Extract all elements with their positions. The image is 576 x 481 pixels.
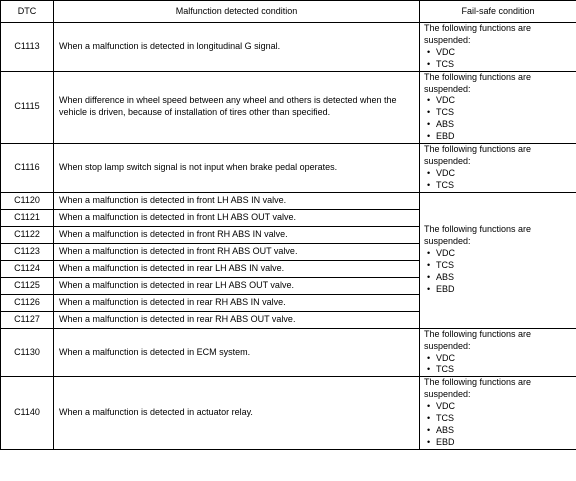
malfunction-condition: When a malfunction is detected in front RH ABS OUT valve. bbox=[54, 243, 420, 260]
fail-safe-condition bbox=[420, 377, 576, 449]
bullet-icon: • bbox=[427, 179, 431, 190]
dtc-code: C1127 bbox=[1, 311, 54, 328]
bullet-icon: • bbox=[427, 107, 431, 118]
list-item: • VDC bbox=[427, 352, 456, 363]
bullet-icon: • bbox=[427, 413, 431, 424]
suspended-functions-list bbox=[424, 353, 576, 377]
table-row bbox=[1, 377, 576, 449]
fail-safe-condition bbox=[420, 71, 576, 143]
dtc-code: C1122 bbox=[1, 226, 54, 243]
table-row bbox=[1, 144, 576, 193]
header-dtc: DTC bbox=[1, 1, 54, 23]
fail-safe-text: The following functions are suspended: bbox=[424, 377, 532, 400]
malfunction-condition: When a malfunction is detected in ECM system. bbox=[54, 328, 420, 377]
suspended-functions-list bbox=[424, 95, 576, 143]
dtc-code: C1123 bbox=[1, 243, 54, 260]
bullet-icon: • bbox=[427, 436, 431, 447]
list-item: • ABS bbox=[427, 424, 455, 435]
header-malfunction-condition: Malfunction detected condition bbox=[54, 1, 420, 23]
fail-safe-condition bbox=[420, 192, 576, 328]
bullet-icon: • bbox=[427, 95, 431, 106]
bullet-icon: • bbox=[427, 401, 431, 412]
bullet-icon: • bbox=[427, 58, 431, 69]
suspended-functions-list bbox=[424, 168, 576, 192]
fail-safe-text: The following functions are suspended: bbox=[424, 71, 532, 94]
list-item: • EBD bbox=[427, 131, 455, 142]
bullet-icon: • bbox=[427, 260, 431, 271]
list-item: • TCS bbox=[427, 260, 454, 271]
dtc-code: C1116 bbox=[1, 144, 54, 193]
bullet-icon: • bbox=[427, 119, 431, 130]
suspended-functions-list bbox=[424, 248, 576, 296]
malfunction-condition: When a malfunction is detected in rear LH ABS IN valve. bbox=[54, 260, 420, 277]
fail-safe-text: The following functions are suspended: bbox=[424, 23, 532, 45]
malfunction-condition: When difference in wheel speed between any wheel and others is detected when the vehicle is driven, because of installation of tires other than specified. bbox=[54, 71, 420, 143]
dtc-code: C1121 bbox=[1, 209, 54, 226]
bullet-icon: • bbox=[427, 167, 431, 178]
malfunction-condition: When a malfunction is detected in rear RH ABS IN valve. bbox=[54, 294, 420, 311]
table-row bbox=[1, 192, 576, 209]
dtc-code: C1126 bbox=[1, 294, 54, 311]
malfunction-condition: When a malfunction is detected in rear LH ABS OUT valve. bbox=[54, 277, 420, 294]
list-item: • VDC bbox=[427, 46, 456, 57]
list-item: • VDC bbox=[427, 167, 456, 178]
malfunction-condition: When stop lamp switch signal is not input when brake pedal operates. bbox=[54, 144, 420, 193]
malfunction-condition: When a malfunction is detected in front RH ABS IN valve. bbox=[54, 226, 420, 243]
malfunction-condition: When a malfunction is detected in actuator relay. bbox=[54, 377, 420, 449]
dtc-code: C1130 bbox=[1, 328, 54, 377]
list-item: • VDC bbox=[427, 401, 456, 412]
list-item: • EBD bbox=[427, 284, 455, 294]
bullet-icon: • bbox=[427, 364, 431, 375]
dtc-code: C1125 bbox=[1, 277, 54, 294]
list-item: • TCS bbox=[427, 58, 454, 69]
fail-safe-text: The following functions are suspended: bbox=[424, 144, 532, 166]
bullet-icon: • bbox=[427, 424, 431, 435]
list-item: • TCS bbox=[427, 107, 454, 118]
header-row bbox=[1, 1, 576, 23]
bullet-icon: • bbox=[427, 131, 431, 142]
bullet-icon: • bbox=[427, 272, 431, 283]
list-item: • ABS bbox=[427, 272, 455, 283]
list-item: • VDC bbox=[427, 95, 456, 106]
bullet-icon: • bbox=[427, 46, 431, 57]
malfunction-condition: When a malfunction is detected in longitudinal G signal. bbox=[54, 23, 420, 72]
malfunction-condition: When a malfunction is detected in front LH ABS IN valve. bbox=[54, 192, 420, 209]
suspended-functions-list bbox=[424, 47, 576, 71]
malfunction-condition: When a malfunction is detected in front LH ABS OUT valve. bbox=[54, 209, 420, 226]
list-item: • VDC bbox=[427, 248, 456, 259]
table-row bbox=[1, 71, 576, 143]
list-item: • TCS bbox=[427, 179, 454, 190]
list-item: • EBD bbox=[427, 436, 455, 447]
fail-safe-text: The following functions are suspended: bbox=[424, 328, 532, 351]
fail-safe-condition bbox=[420, 328, 576, 377]
bullet-icon: • bbox=[427, 248, 431, 259]
list-item: • ABS bbox=[427, 119, 455, 130]
suspended-functions-list bbox=[424, 401, 576, 449]
dtc-code: C1113 bbox=[1, 23, 54, 72]
fail-safe-condition bbox=[420, 144, 576, 193]
list-item: • TCS bbox=[427, 413, 454, 424]
dtc-code: C1140 bbox=[1, 377, 54, 449]
list-item: • TCS bbox=[427, 364, 454, 375]
bullet-icon: • bbox=[427, 352, 431, 363]
table-row bbox=[1, 23, 576, 72]
table-row bbox=[1, 328, 576, 377]
dtc-code: C1124 bbox=[1, 260, 54, 277]
dtc-code: C1120 bbox=[1, 192, 54, 209]
dtc-code: C1115 bbox=[1, 71, 54, 143]
header-fail-safe-condition: Fail-safe condition bbox=[420, 1, 576, 23]
fail-safe-condition bbox=[420, 23, 576, 72]
bullet-icon: • bbox=[427, 284, 431, 294]
malfunction-condition: When a malfunction is detected in rear RH ABS OUT valve. bbox=[54, 311, 420, 328]
fail-safe-text: The following functions are suspended: bbox=[424, 224, 532, 247]
